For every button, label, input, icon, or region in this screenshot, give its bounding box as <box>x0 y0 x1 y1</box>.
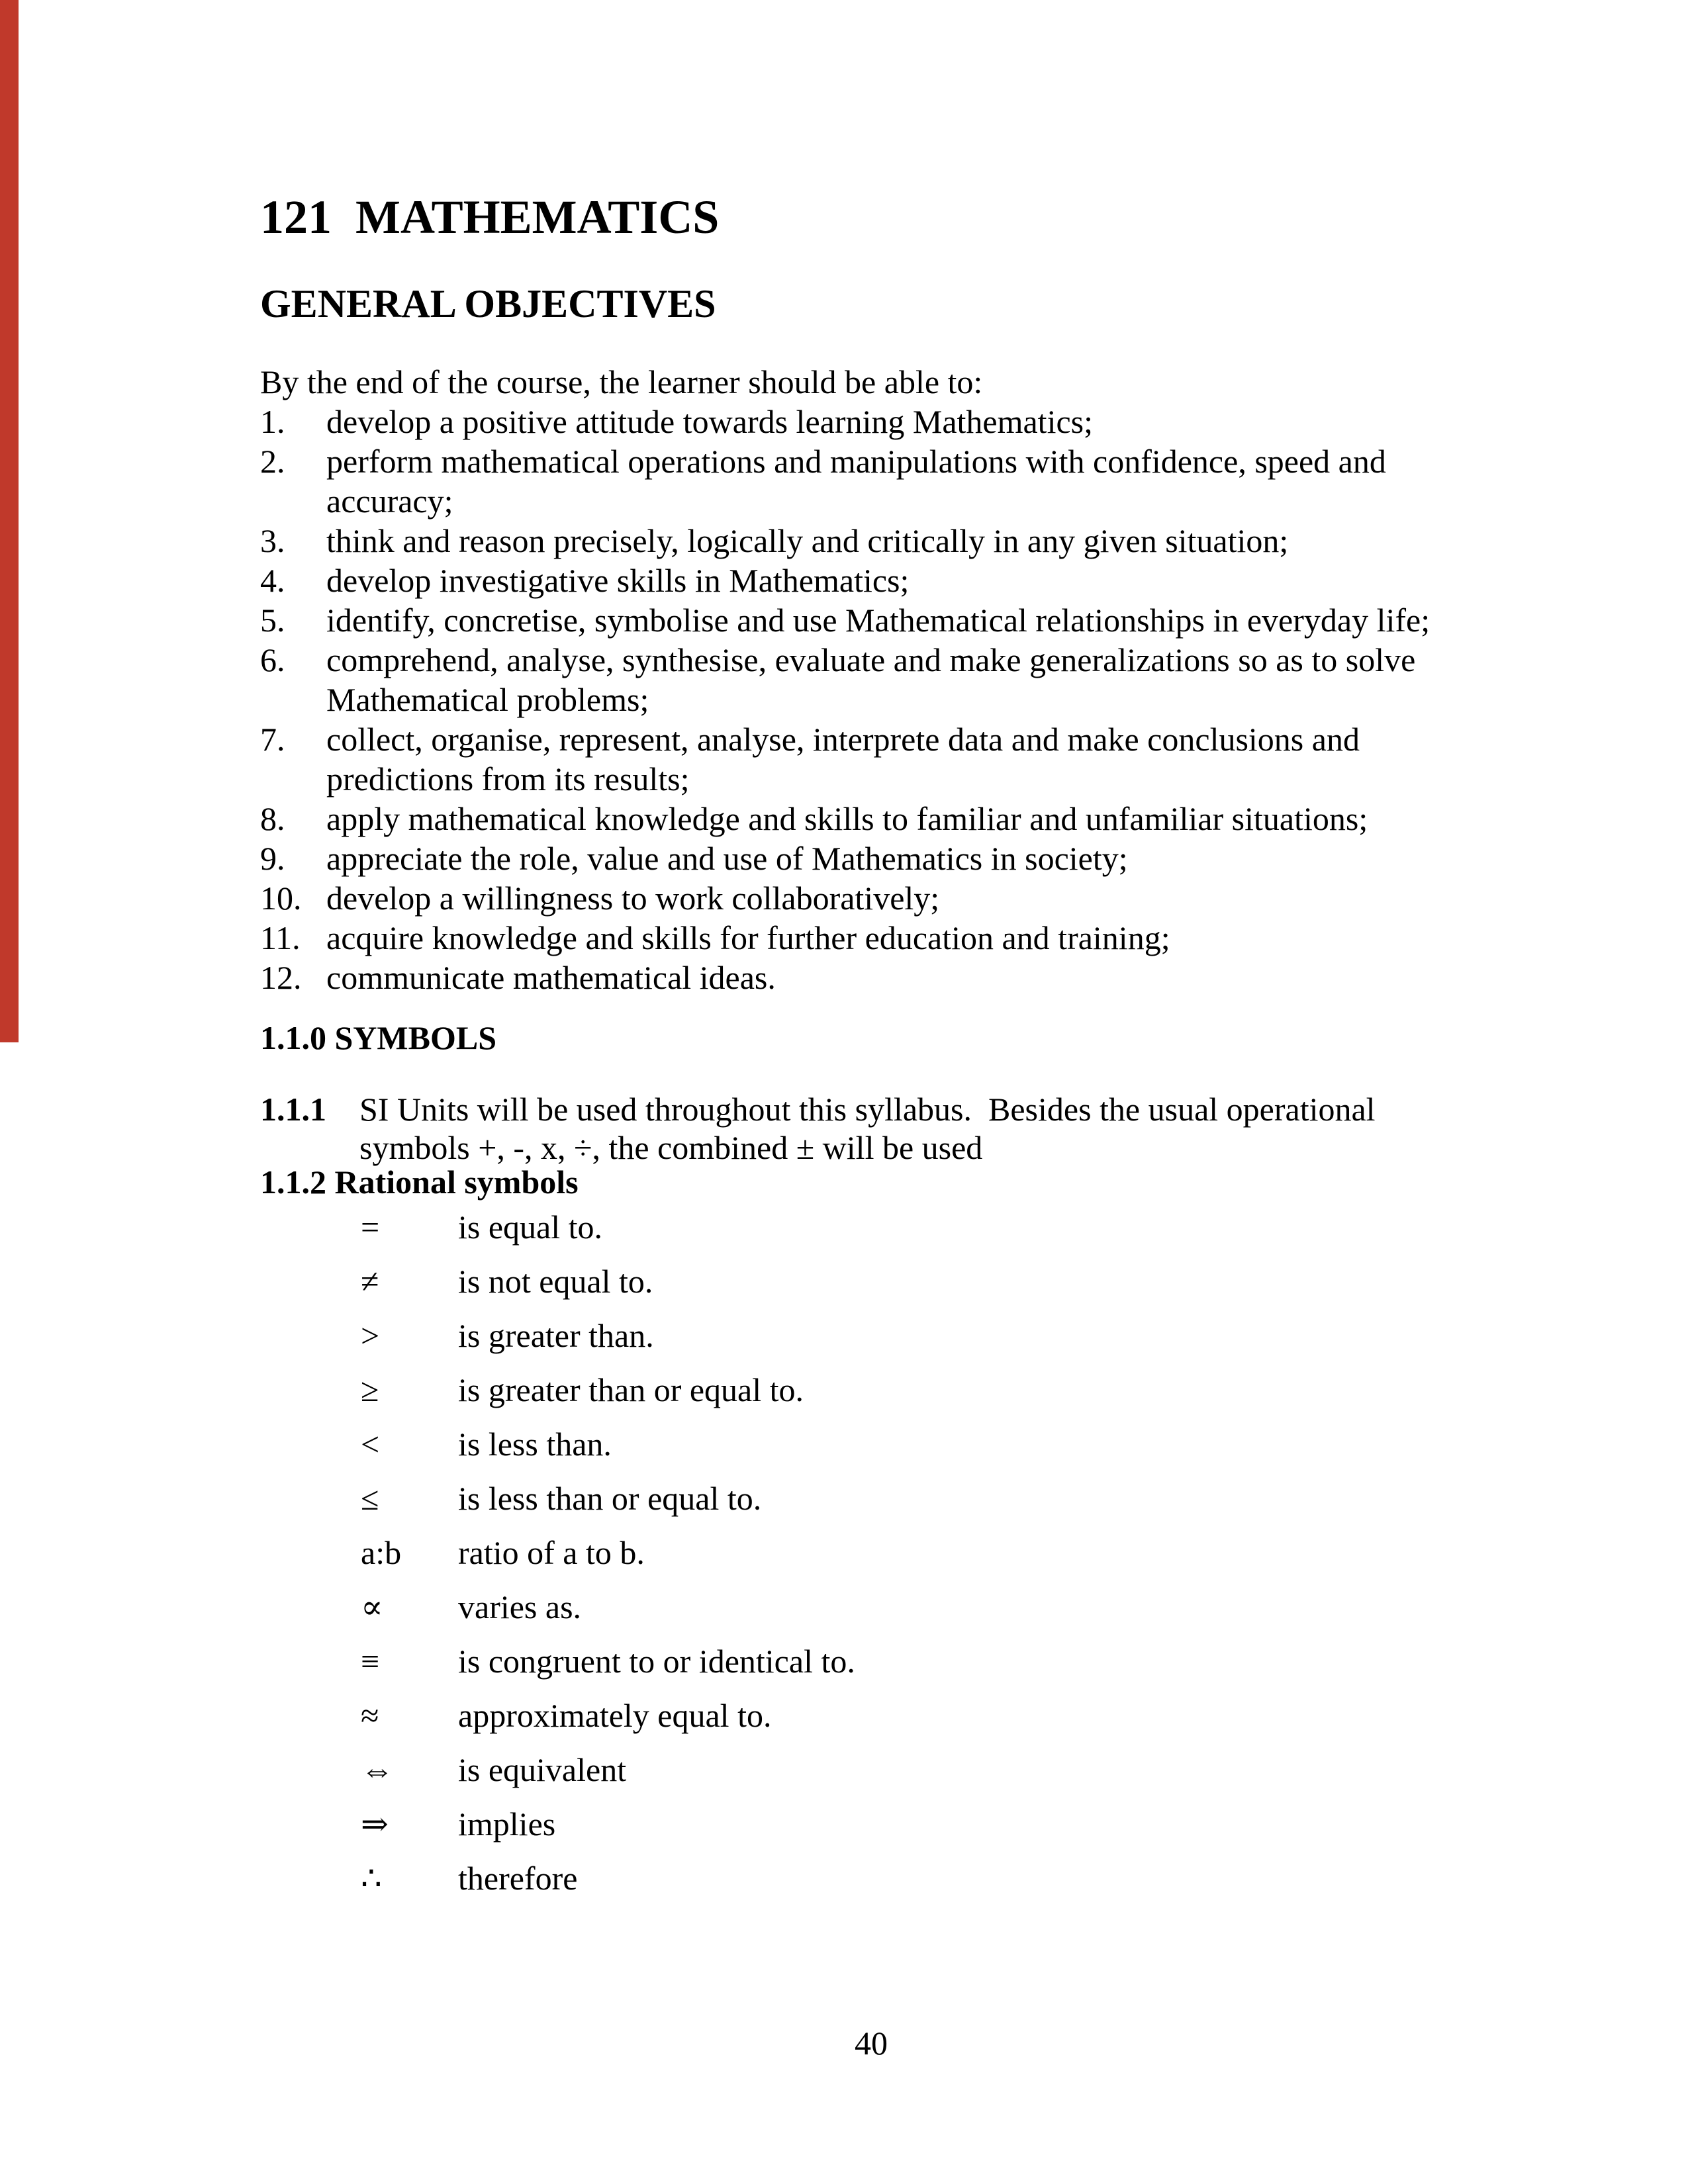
symbol-glyph-9: ≡ <box>361 1643 380 1680</box>
objective-number-8: 8. <box>260 800 285 837</box>
symbol-glyph-11: ⇔ <box>361 1751 394 1788</box>
objective-text-7: collect, organise, represent, analyse, interprete data and make conclusions and <box>326 721 1360 758</box>
symbol-glyph-5: < <box>361 1426 380 1463</box>
symbol-meaning-7: ratio of a to b. <box>458 1534 645 1571</box>
symbol-glyph-13: ∴ <box>361 1860 382 1897</box>
page-number: 40 <box>855 2025 888 2062</box>
symbol-meaning-10: approximately equal to. <box>458 1697 772 1734</box>
objective-number-3: 3. <box>260 522 285 559</box>
symbol-meaning-1: is equal to. <box>458 1208 603 1246</box>
objective-number-11: 11. <box>260 919 301 956</box>
objective-number-5: 5. <box>260 602 285 639</box>
symbol-glyph-7: a:b <box>361 1534 402 1571</box>
objective-text-8: apply mathematical knowledge and skills to familiar and unfamiliar situations; <box>326 800 1368 837</box>
general-objectives-heading: GENERAL OBJECTIVES <box>260 282 716 326</box>
symbol-meaning-2: is not equal to. <box>458 1263 653 1300</box>
objective-text-2: perform mathematical operations and manipulations with confidence, speed and <box>326 443 1386 480</box>
objective-number-9: 9. <box>260 840 285 877</box>
symbol-glyph-8: ∝ <box>361 1588 383 1625</box>
objective-number-10: 10. <box>260 880 302 917</box>
symbol-meaning-9: is congruent to or identical to. <box>458 1643 855 1680</box>
symbol-glyph-10: ≈ <box>361 1697 379 1734</box>
symbol-meaning-4: is greater than or equal to. <box>458 1371 804 1408</box>
symbol-glyph-6: ≤ <box>361 1480 379 1517</box>
page-title: 121 MATHEMATICS <box>260 191 720 244</box>
objectives-intro: By the end of the course, the learner should be able to: <box>260 363 983 400</box>
symbol-meaning-13: therefore <box>458 1860 578 1897</box>
objective-number-7: 7. <box>260 721 285 758</box>
objective-number-12: 12. <box>260 959 302 996</box>
objective-text-5: identify, concretise, symbolise and use Mathematical relationships in everyday life; <box>326 602 1430 639</box>
symbols-section-heading: 1.1.0 SYMBOLS <box>260 1019 497 1056</box>
objective-text-3: think and reason precisely, logically and critically in any given situation; <box>326 522 1289 559</box>
objective-number-2: 2. <box>260 443 285 480</box>
symbol-glyph-1: = <box>361 1208 380 1246</box>
objective-text-6: comprehend, analyse, synthesise, evaluate and make generalizations so as to solve <box>326 641 1416 678</box>
page-edge-stripe <box>0 0 19 1042</box>
objective-text-6-cont: Mathematical problems; <box>326 681 649 718</box>
symbol-meaning-5: is less than. <box>458 1426 612 1463</box>
symbol-meaning-11: is equivalent <box>458 1751 627 1788</box>
symbol-meaning-12: implies <box>458 1805 556 1843</box>
objective-number-4: 4. <box>260 562 285 599</box>
symbol-meaning-3: is greater than. <box>458 1317 654 1354</box>
symbol-glyph-2: ≠ <box>361 1263 379 1300</box>
objective-text-11: acquire knowledge and skills for further education and training; <box>326 919 1170 956</box>
objective-text-7-cont: predictions from its results; <box>326 760 690 797</box>
objective-text-10: develop a willingness to work collaboratively; <box>326 880 940 917</box>
objective-text-1: develop a positive attitude towards learning Mathematics; <box>326 403 1094 440</box>
symbol-glyph-12: ⇒ <box>361 1805 389 1843</box>
symbol-meaning-6: is less than or equal to. <box>458 1480 762 1517</box>
si-units-line-2: symbols +, -, x, ÷, the combined ± will be used <box>359 1129 983 1166</box>
objective-number-1: 1. <box>260 403 285 440</box>
objective-text-4: develop investigative skills in Mathematics; <box>326 562 910 599</box>
rational-symbols-heading: 1.1.2 Rational symbols <box>260 1163 579 1201</box>
si-units-number: 1.1.1 <box>260 1091 326 1128</box>
symbol-meaning-8: varies as. <box>458 1588 582 1625</box>
si-units-line-1: SI Units will be used throughout this syllabus. Besides the usual operational <box>359 1091 1376 1128</box>
symbol-glyph-3: > <box>361 1317 380 1354</box>
objective-number-6: 6. <box>260 641 285 678</box>
symbol-glyph-4: ≥ <box>361 1371 379 1408</box>
objective-text-2-cont: accuracy; <box>326 482 453 520</box>
objective-text-12: communicate mathematical ideas. <box>326 959 776 996</box>
objective-text-9: appreciate the role, value and use of Mathematics in society; <box>326 840 1128 877</box>
